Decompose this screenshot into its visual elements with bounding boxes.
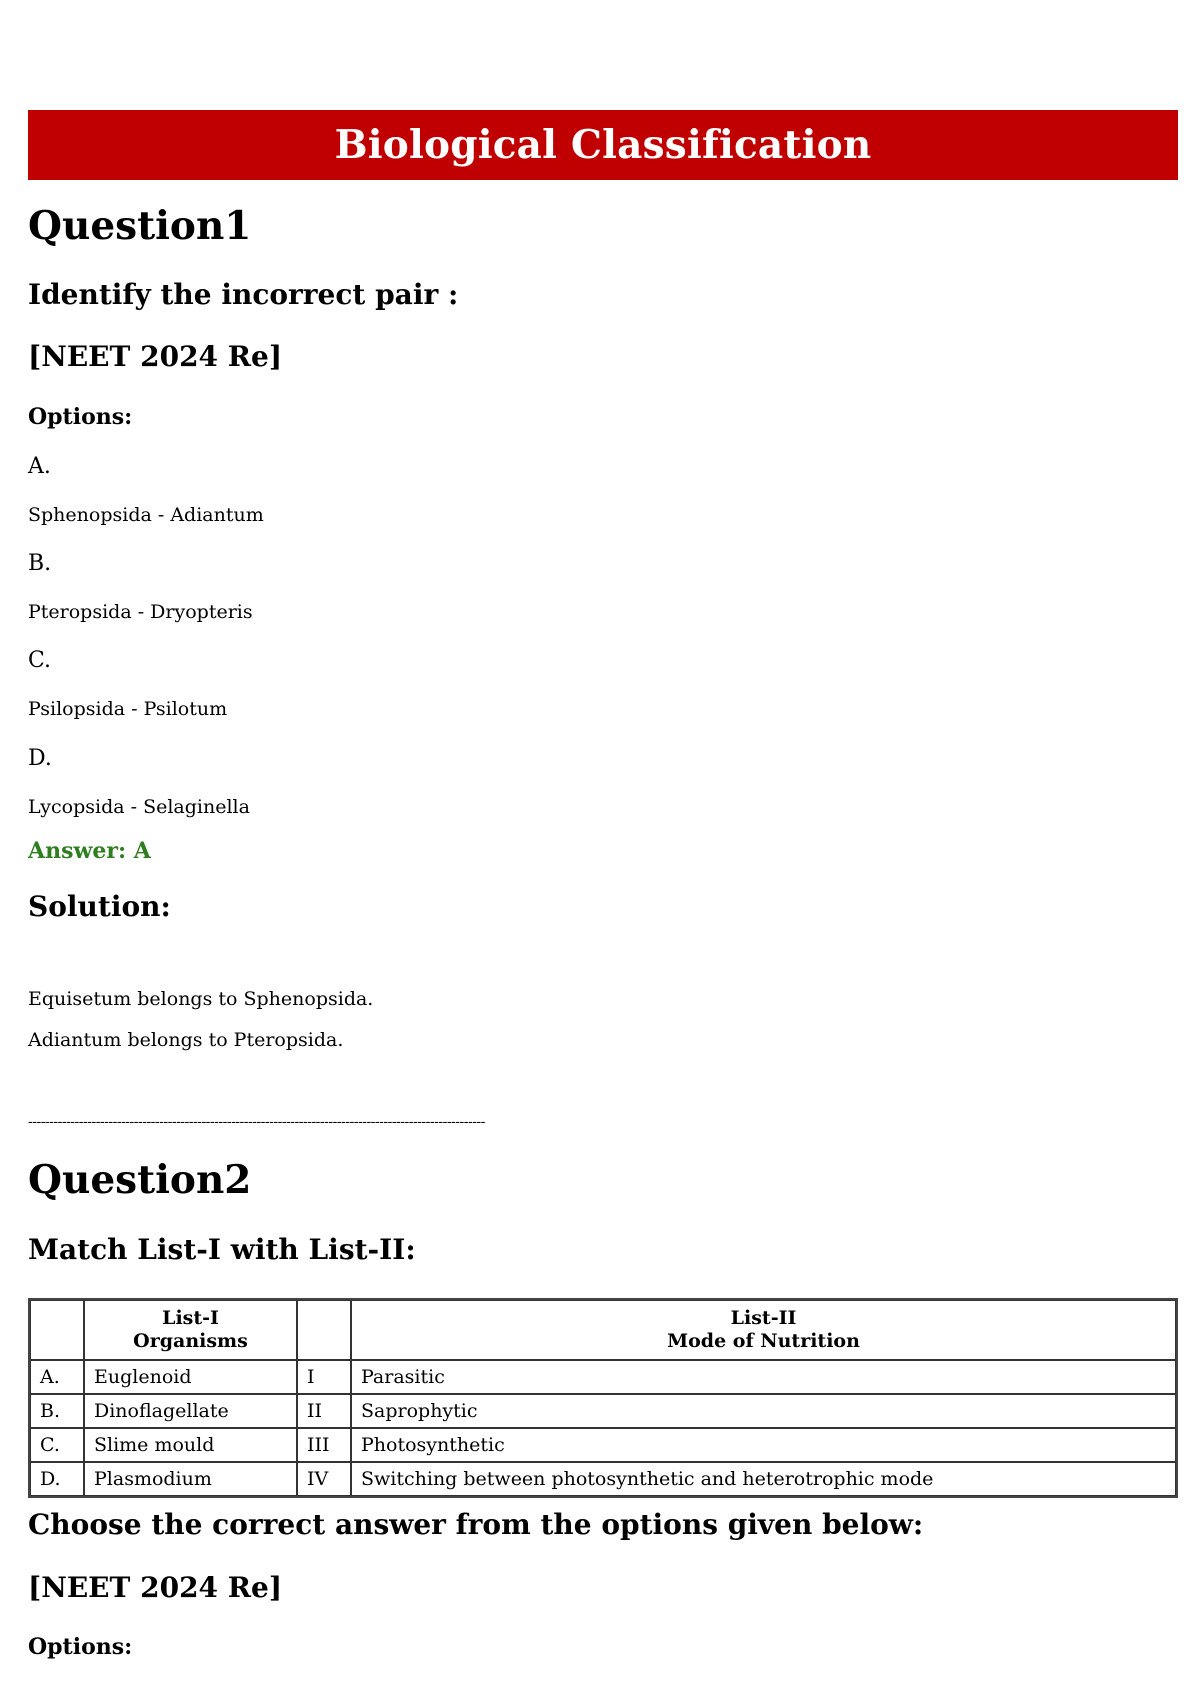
page-title-banner	[28, 110, 1178, 180]
question1-answer: Answer: A	[28, 838, 151, 864]
question1-text: Identify the incorrect pair :	[28, 278, 459, 311]
table-row	[30, 1394, 1176, 1428]
question2-text: Match List-I with List-II:	[28, 1233, 416, 1266]
header-list1	[84, 1300, 297, 1360]
header-blank-cell-2	[297, 1300, 351, 1360]
table-row	[30, 1428, 1176, 1462]
table-row	[30, 1360, 1176, 1394]
table-row	[30, 1462, 1176, 1496]
header-list2-title: List-II	[730, 1307, 797, 1329]
option-b-letter: B.	[28, 551, 52, 576]
header-blank-cell-1	[30, 1300, 84, 1360]
match-table	[28, 1298, 1178, 1498]
page-title: Biological Classification	[334, 122, 872, 168]
section-divider: ------------------------------------------------------------------------------------------------------------	[28, 1114, 485, 1130]
question1-solution-label: Solution:	[28, 890, 171, 923]
row-mode: Saprophytic	[351, 1394, 1176, 1428]
option-d-letter: D.	[28, 746, 52, 771]
row-organism: Slime mould	[84, 1428, 297, 1462]
row-organism: Plasmodium	[84, 1462, 297, 1496]
match-table-header-row	[30, 1300, 1176, 1360]
row-mode: Parasitic	[351, 1360, 1176, 1394]
row-organism: Dinoflagellate	[84, 1394, 297, 1428]
row-organism: Euglenoid	[84, 1360, 297, 1394]
row-key: D.	[30, 1462, 84, 1496]
row-key: A.	[30, 1360, 84, 1394]
row-numeral: I	[297, 1360, 351, 1394]
option-b-text: Pteropsida - Dryopteris	[28, 601, 253, 623]
header-list1-title: List-I	[162, 1307, 219, 1329]
row-mode: Switching between photosynthetic and heterotrophic mode	[351, 1462, 1176, 1496]
row-key: C.	[30, 1428, 84, 1462]
option-c-text: Psilopsida - Psilotum	[28, 698, 228, 720]
row-mode: Photosynthetic	[351, 1428, 1176, 1462]
solution-line-2: Adiantum belongs to Pteropsida.	[28, 1029, 344, 1051]
option-a-text: Sphenopsida - Adiantum	[28, 504, 264, 526]
row-numeral: III	[297, 1428, 351, 1462]
row-numeral: IV	[297, 1462, 351, 1496]
row-key: B.	[30, 1394, 84, 1428]
question1-exam-tag: [NEET 2024 Re]	[28, 340, 283, 373]
row-numeral: II	[297, 1394, 351, 1428]
header-list2	[351, 1300, 1176, 1360]
question1-heading: Question1	[28, 203, 252, 249]
header-list2-subtitle: Mode of Nutrition	[667, 1330, 860, 1352]
question1-options-label: Options:	[28, 404, 133, 430]
question2-prompt: Choose the correct answer from the options given below:	[28, 1508, 924, 1541]
question2-heading: Question2	[28, 1157, 252, 1203]
option-a-letter: A.	[28, 454, 51, 479]
question2-exam-tag: [NEET 2024 Re]	[28, 1571, 283, 1604]
question2-options-label: Options:	[28, 1634, 133, 1660]
option-d-text: Lycopsida - Selaginella	[28, 796, 250, 818]
option-c-letter: C.	[28, 648, 52, 673]
header-list1-subtitle: Organisms	[133, 1330, 248, 1352]
solution-line-1: Equisetum belongs to Sphenopsida.	[28, 988, 374, 1010]
